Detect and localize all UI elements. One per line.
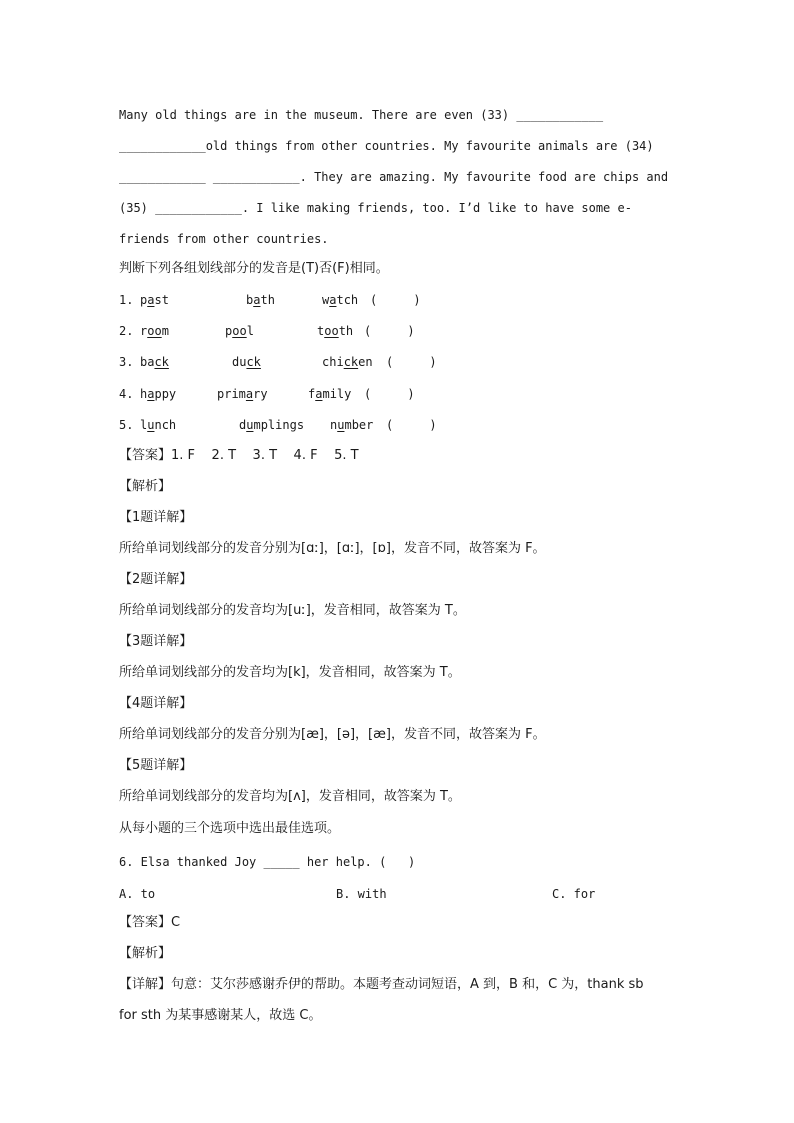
word-part: ry [253, 387, 268, 401]
underlined-letters: a [253, 293, 261, 307]
detail-2-text: 所给单词划线部分的发音均为[uː]，发音相同，故答案为 T。 [119, 603, 466, 618]
underlined-letters: oo [147, 324, 162, 338]
underlined-letters: u [246, 418, 254, 432]
item-word-3 [317, 323, 353, 339]
option-b[interactable]: B. with [336, 887, 387, 901]
passage-line-3: ____________ ____________. They are amazing. My favourite food are chips and [119, 170, 669, 184]
underlined-letters: a [329, 293, 337, 307]
detail-1-label: 【1题详解】 [119, 510, 193, 525]
passage-line-1: Many old things are in the museum. There are even (33) ____________ [119, 108, 604, 122]
underlined-letters: oo [232, 324, 247, 338]
item-word-2 [246, 292, 275, 308]
word-part: m [161, 324, 169, 338]
underlined-letters: u [147, 418, 155, 432]
section2-detail-line-2: for sth 为某事感谢某人，故选 C。 [119, 1008, 322, 1023]
item-word-2 [232, 354, 261, 370]
section1-analysis-label: 【解析】 [119, 479, 172, 494]
detail-4-text: 所给单词划线部分的发音分别为[æ]，[ə]，[æ]，发音不同，故答案为 F。 [119, 727, 546, 742]
item-word-1 [140, 417, 176, 433]
answer-blank[interactable]: ( ) [364, 387, 415, 401]
word-part: n [330, 418, 338, 432]
word-part: du [232, 355, 247, 369]
word-part: ba [140, 355, 155, 369]
word-part: prim [217, 387, 246, 401]
word-part: tch [336, 293, 359, 307]
underlined-letters: ck [343, 355, 359, 369]
answer-blank[interactable]: ( ) [386, 355, 437, 369]
section2-detail-line-1: 【详解】句意：艾尔莎感谢乔伊的帮助。本题考查动词短语，A 到，B 和，C 为，thank sb [119, 977, 644, 992]
detail-1-text: 所给单词划线部分的发音分别为[ɑː]，[ɑː]，[ɒ]，发音不同，故答案为 F。 [119, 541, 546, 556]
word-part: en [358, 355, 373, 369]
underlined-letters: a [147, 387, 155, 401]
word-part: ppy [154, 387, 177, 401]
detail-3-label: 【3题详解】 [119, 634, 193, 649]
section2-analysis-label: 【解析】 [119, 946, 172, 961]
item-number: 5. [119, 418, 134, 432]
underlined-letters: oo [324, 324, 339, 338]
item-word-3 [322, 354, 373, 370]
item-word-1 [140, 292, 169, 308]
answer-blank[interactable]: ( ) [370, 293, 421, 307]
item-number: 1. [119, 293, 134, 307]
word-part: st [154, 293, 169, 307]
word-part: w [322, 293, 330, 307]
section2-instruction: 从每小题的三个选项中选出最佳选项。 [119, 821, 341, 836]
word-part: l [246, 324, 254, 338]
passage-line-5: friends from other countries. [119, 232, 329, 246]
word-part: chi [322, 355, 344, 369]
word-part: p [225, 324, 233, 338]
underlined-letters: a [315, 387, 323, 401]
passage-line-2: ____________old things from other countries. My favourite animals are (34) [119, 139, 654, 153]
option-a[interactable]: A. to [119, 887, 156, 901]
option-c[interactable]: C. for [552, 887, 596, 901]
detail-5-label: 【5题详解】 [119, 758, 193, 773]
word-part: f [308, 387, 316, 401]
word-part: l [140, 418, 148, 432]
item-word-3 [308, 386, 351, 402]
item-word-3 [322, 292, 358, 308]
item-number: 3. [119, 355, 134, 369]
passage-line-4: (35) ____________. I like making friends, too. I’d like to have some e- [119, 201, 632, 215]
word-part: b [246, 293, 254, 307]
item-number: 2. [119, 324, 134, 338]
detail-5-text: 所给单词划线部分的发音均为[ʌ]，发音相同，故答案为 T。 [119, 789, 461, 804]
word-part: nch [154, 418, 177, 432]
item-word-2 [225, 323, 254, 339]
item-word-1 [140, 323, 169, 339]
item-word-1 [140, 354, 169, 370]
word-part: mily [322, 387, 352, 401]
item-word-2 [239, 417, 304, 433]
item-word-3 [330, 417, 373, 433]
word-part: t [317, 324, 325, 338]
question-6: 6. Elsa thanked Joy _____ her help. ( ) [119, 855, 416, 869]
underlined-letters: a [245, 387, 254, 401]
word-part: h [140, 387, 148, 401]
item-word-2 [217, 386, 268, 402]
word-part: mber [344, 418, 374, 432]
word-part: th [260, 293, 275, 307]
word-part: p [140, 293, 148, 307]
answer-blank[interactable]: ( ) [364, 324, 415, 338]
item-word-1 [140, 386, 176, 402]
item-number: 4. [119, 387, 134, 401]
word-part: mplings [253, 418, 305, 432]
section2-answer: 【答案】C [119, 915, 181, 930]
underlined-letters: ck [246, 355, 261, 369]
section1-answer: 【答案】1. F 2. T 3. T 4. F 5. T [119, 448, 359, 463]
word-part: d [239, 418, 247, 432]
detail-4-label: 【4题详解】 [119, 696, 193, 711]
word-part: r [140, 324, 148, 338]
underlined-letters: u [337, 418, 345, 432]
detail-3-text: 所给单词划线部分的发音均为[k]，发音相同，故答案为 T。 [119, 665, 461, 680]
answer-blank[interactable]: ( ) [386, 418, 437, 432]
detail-2-label: 【2题详解】 [119, 572, 193, 587]
underlined-letters: a [147, 293, 155, 307]
word-part: th [338, 324, 354, 338]
underlined-letters: ck [154, 355, 169, 369]
section1-instruction: 判断下列各组划线部分的发音是(T)否(F)相同。 [119, 261, 389, 276]
